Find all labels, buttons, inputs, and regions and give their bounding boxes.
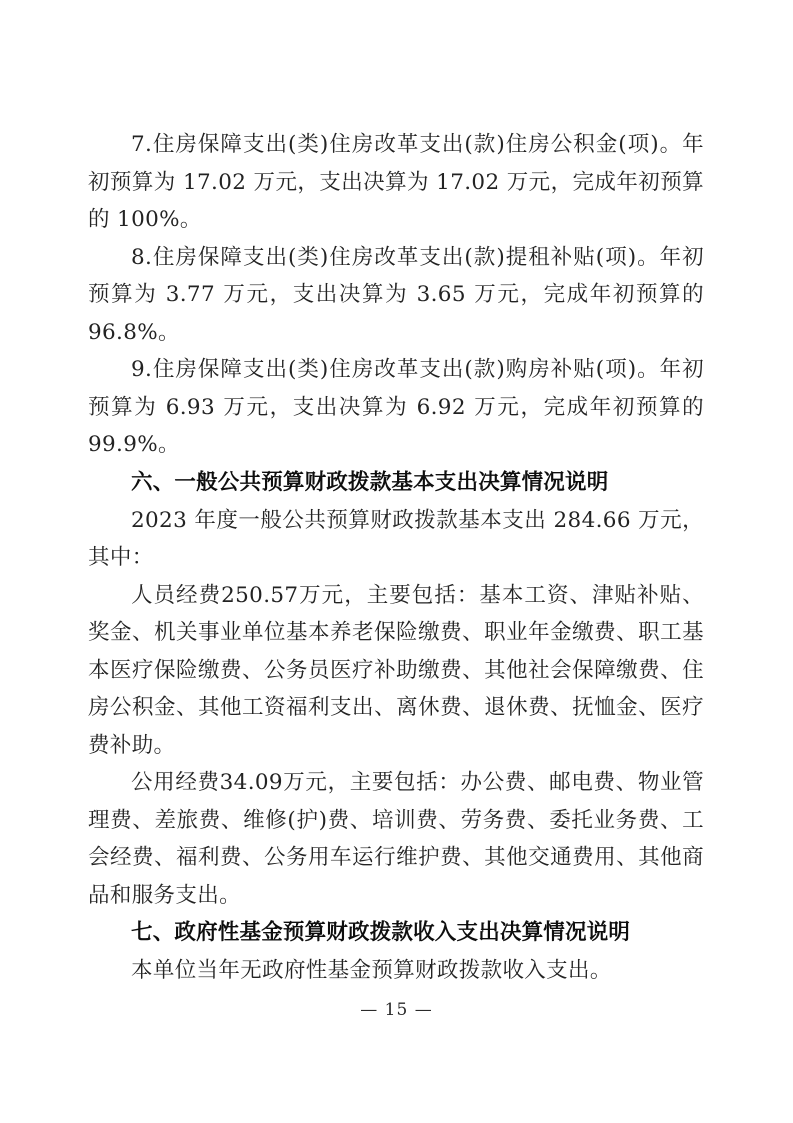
paragraph-item-8: 8.住房保障支出(类)住房改革支出(款)提租补贴(项)。年初预算为 3.77 万元，支出决算为 3.65 万元，完成年初预算的 96.8%。 [88, 244, 704, 345]
document-body [88, 126, 704, 990]
paragraph-basic-expenditure-total: 2023 年度一般公共预算财政拨款基本支出 284.66 万元，其中： [88, 507, 704, 570]
paragraph-public-expenses: 公用经费34.09万元，主要包括：办公费、邮电费、物业管理费、差旅费、维修(护)费、培训费、劳务费、委托业务费、工会经费、福利费、公务用车运行维护费、其他交通费用、其他商品和服务支出。 [88, 770, 704, 908]
paragraph-item-7: 7.住房保障支出(类)住房改革支出(款)住房公积金(项)。年初预算为 17.02 万元，支出决算为 17.02 万元，完成年初预算的 100%。 [88, 132, 704, 232]
section-heading-seven: 七、政府性基金预算财政拨款收入支出决算情况说明 [131, 920, 631, 945]
paragraph-government-fund-none: 本单位当年无政府性基金预算财政拨款收入支出。 [131, 958, 612, 983]
section-heading-six: 六、一般公共预算财政拨款基本支出决算情况说明 [131, 469, 609, 495]
paragraph-item-9: 9.住房保障支出(类)住房改革支出(款)购房补贴(项)。年初预算为 6.93 万元，支出决算为 6.92 万元，完成年初预算的 99.9%。 [88, 357, 704, 457]
page-number-footer: — 15 — [360, 1000, 433, 1020]
paragraph-personnel-expenses: 人员经费250.57万元，主要包括：基本工资、津贴补贴、奖金、机关事业单位基本养老保险缴费、职业年金缴费、职工基本医疗保险缴费、公务员医疗补助缴费、其他社会保障缴费、住房公积金、其他工资福利支出、离休费、退休费、抚恤金、医疗费补助。 [88, 582, 704, 758]
